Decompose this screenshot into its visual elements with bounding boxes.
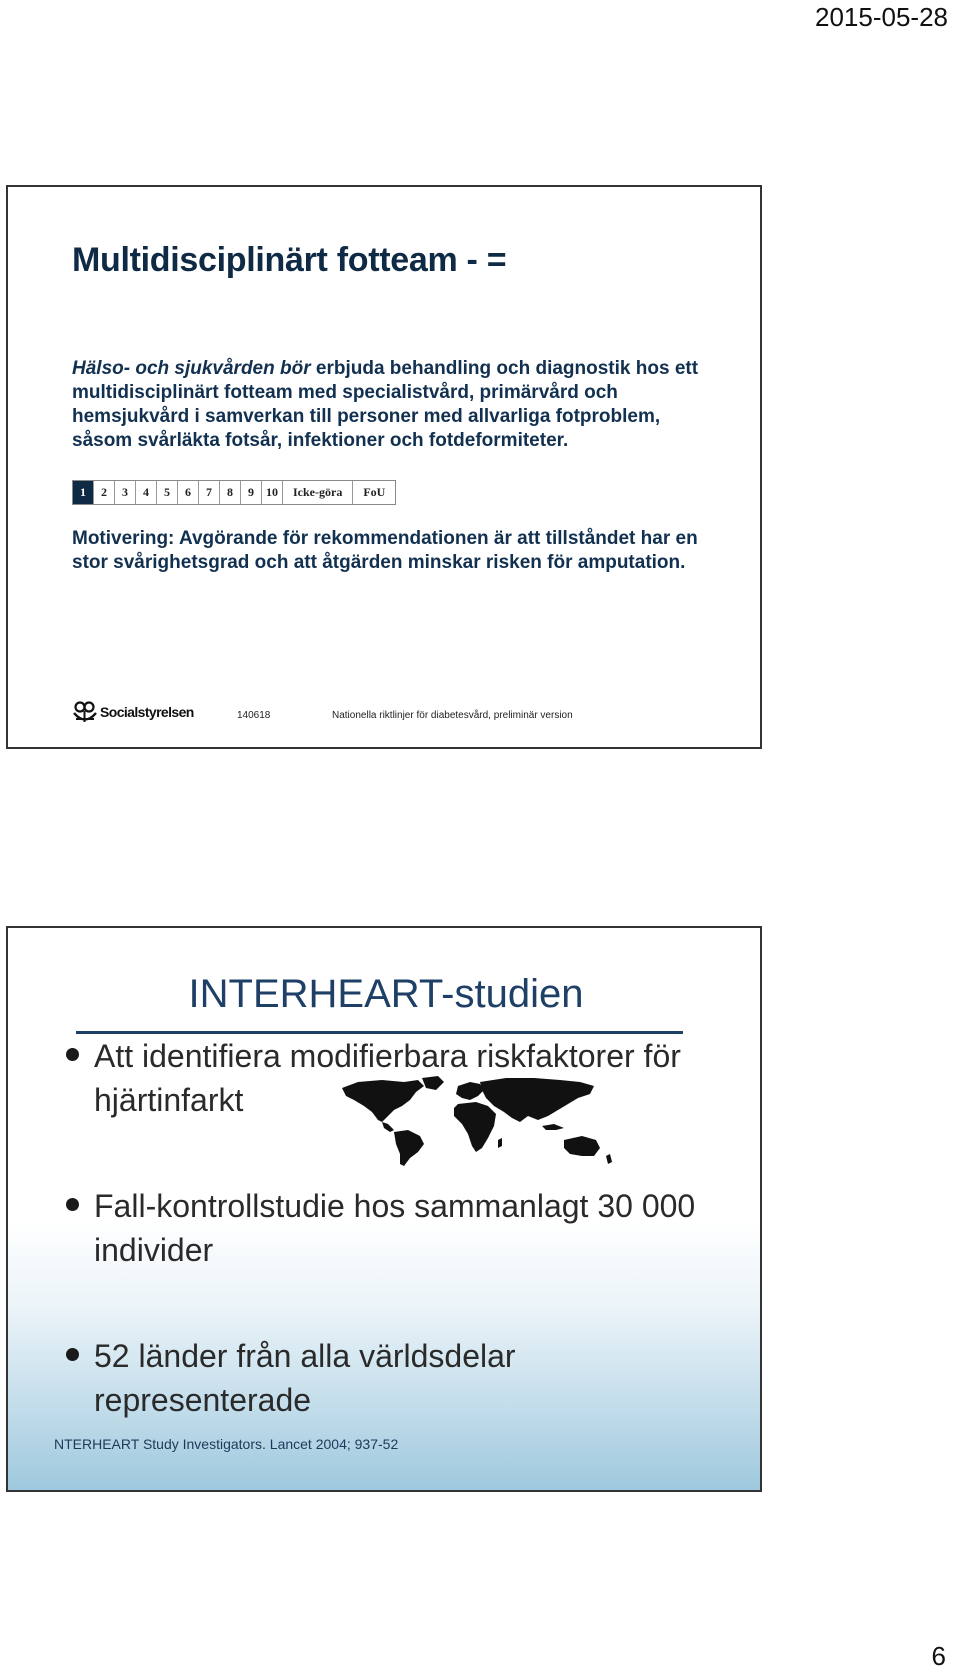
slide-2-title: INTERHEART-studien	[188, 972, 584, 1016]
slide-1-footer	[72, 700, 732, 730]
slide-1	[6, 185, 762, 749]
slide-2	[6, 926, 762, 1492]
recommendation-lead: Hälso- och sjukvården bör	[72, 358, 311, 379]
bullet-dot-icon	[66, 1048, 79, 1061]
priority-scale-cell: 6	[178, 481, 199, 504]
slide-code: 140618	[237, 710, 271, 721]
footer-note: Nationella riktlinjer för diabetesvård, preliminär version	[332, 710, 573, 721]
priority-scale-cell: 2	[94, 481, 115, 504]
priority-scale-cell: 3	[115, 481, 136, 504]
logo-wordmark: Socialstyrelsen	[100, 704, 194, 720]
socialstyrelsen-logo	[72, 700, 194, 724]
priority-scale-cell: 4	[136, 481, 157, 504]
recommendation-text	[72, 357, 712, 453]
priority-scale-cell: Icke-göra	[283, 481, 353, 504]
priority-scale-cell: 10	[262, 481, 283, 504]
priority-scale-cell: 1	[73, 481, 94, 504]
bullet-dot-icon	[66, 1198, 79, 1211]
bullet-text: Att identifiera modifierbara riskfaktorer för hjärtinfarkt	[94, 1038, 681, 1118]
priority-scale	[72, 480, 396, 505]
world-map-icon	[338, 1076, 618, 1166]
bullet-text: 52 länder från alla världsdelar representerade	[94, 1338, 516, 1418]
priority-scale-cell: 8	[220, 481, 241, 504]
recommendation-body: erbjuda behandling och diagnostik hos ett multidisciplinärt fotteam med specialistvård, primärvård och hemsjukvård i samverkan till personer med allvarliga fotproblem, såsom svårläkta fotsår, infektioner och fotdeformiteter.	[72, 358, 699, 451]
priority-scale-cell: 5	[157, 481, 178, 504]
bullet-item	[66, 1184, 726, 1272]
bullet-item	[66, 1334, 726, 1422]
priority-scale-cell: 7	[199, 481, 220, 504]
priority-scale-cell: 9	[241, 481, 262, 504]
bullet-text: Fall-kontrollstudie hos sammanlagt 30 000 individer	[94, 1188, 696, 1268]
citation: NTERHEART Study Investigators. Lancet 2004; 937-52	[54, 1436, 399, 1452]
priority-scale-cell: FoU	[363, 485, 386, 499]
page-number: 6	[931, 1641, 946, 1671]
page-date: 2015-05-28	[815, 2, 948, 32]
bullet-dot-icon	[66, 1348, 79, 1361]
motivation-text: Motivering: Avgörande för rekommendationen är att tillståndet har en stor svårighetsgrad och att åtgärden minskar risken för amputation.	[72, 528, 698, 573]
slide-1-title: Multidisciplinärt fotteam - =	[72, 241, 507, 279]
socialstyrelsen-emblem-icon	[72, 700, 98, 724]
